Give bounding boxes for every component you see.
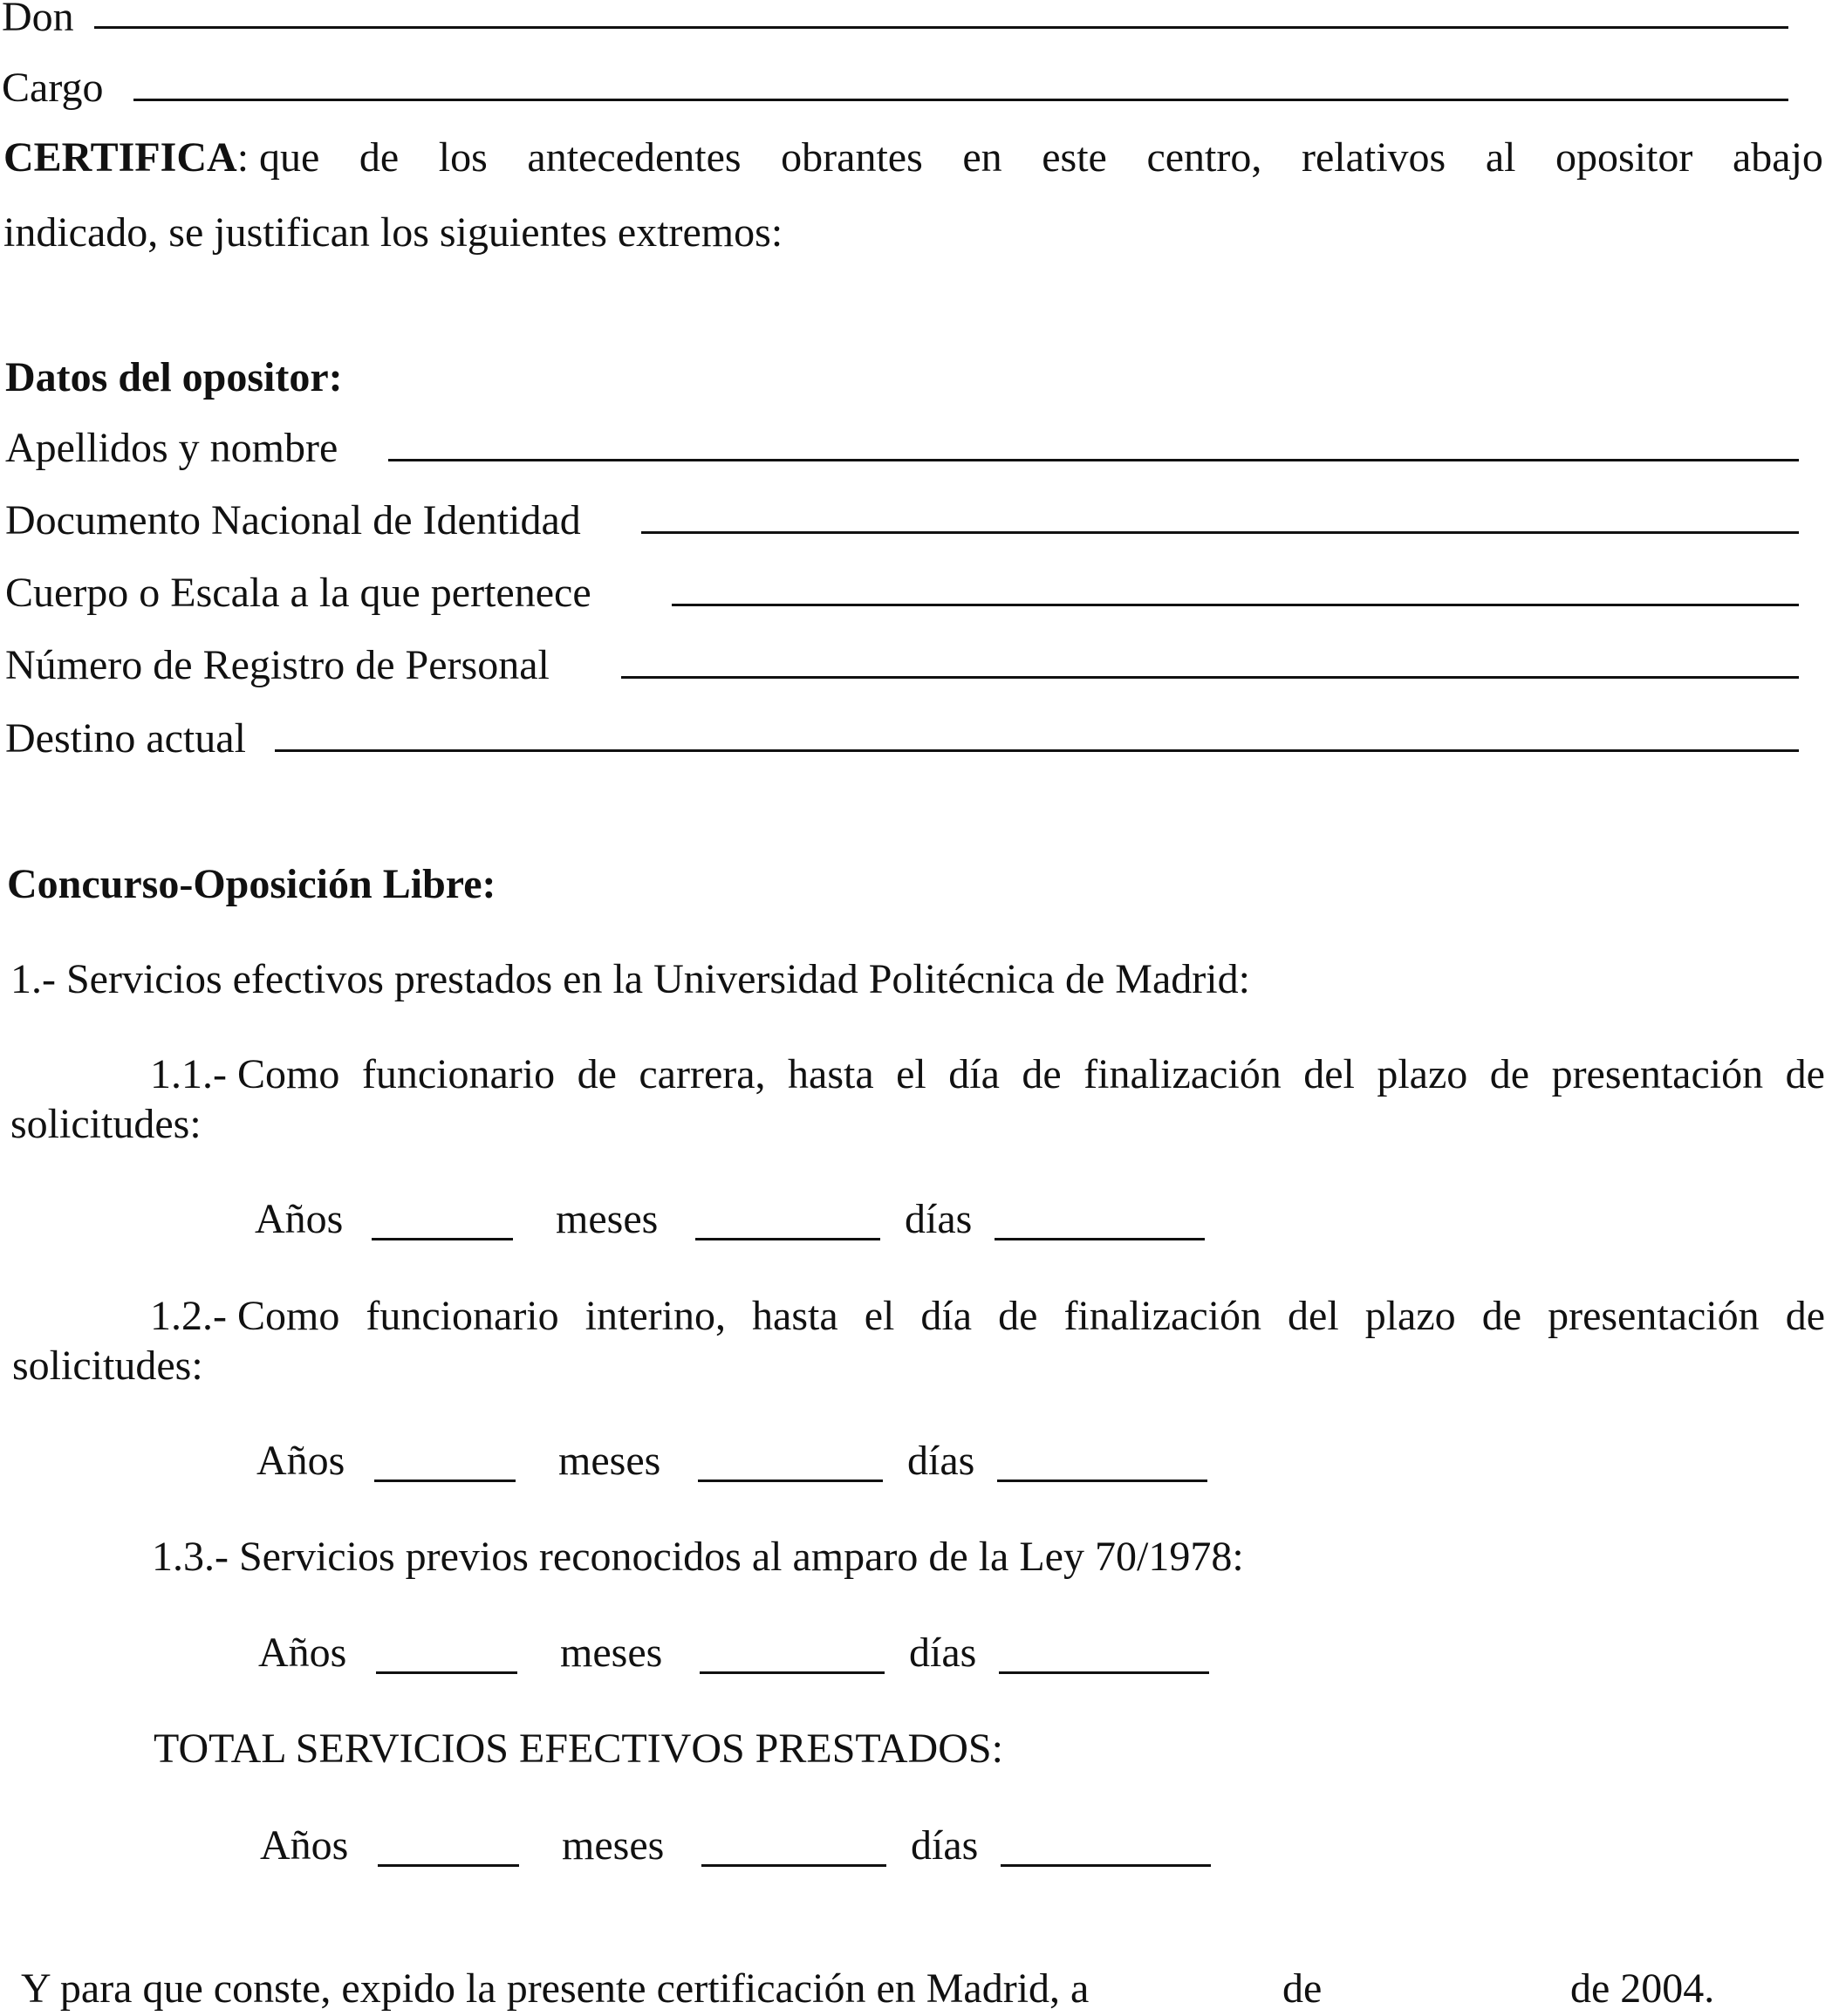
item-1-2-cont: solicitudes: bbox=[12, 1343, 203, 1389]
cuerpo-label: Cuerpo o Escala a la que pertenece bbox=[5, 570, 591, 616]
item-1-2-word: de bbox=[998, 1293, 1038, 1339]
item-1-1-word: hasta bbox=[788, 1051, 874, 1097]
don-label: Don bbox=[2, 0, 74, 40]
certifica-line-1 bbox=[3, 134, 1823, 181]
certifica-keyword: CERTIFICA bbox=[3, 134, 237, 181]
certifica-word: relativos bbox=[1301, 134, 1446, 181]
item-1-1-line bbox=[150, 1051, 1825, 1097]
item-1-2-word: de bbox=[1481, 1293, 1522, 1339]
days-field-total[interactable] bbox=[1001, 1864, 1211, 1867]
certifica-line-2: indicado, se justifican los siguientes extremos: bbox=[3, 209, 783, 256]
months-label: meses bbox=[560, 1630, 663, 1676]
months-field-total[interactable] bbox=[701, 1864, 886, 1867]
days-field-1-3[interactable] bbox=[999, 1671, 1209, 1674]
years-label: Años bbox=[255, 1196, 344, 1242]
don-field[interactable] bbox=[94, 26, 1788, 29]
item-1-2-word: el bbox=[864, 1293, 895, 1339]
item-1-1-cont: solicitudes: bbox=[10, 1101, 202, 1147]
item-1-2-word: del bbox=[1288, 1293, 1339, 1339]
days-field-1-1[interactable] bbox=[995, 1238, 1205, 1240]
item-1-2-word: interino, bbox=[584, 1293, 726, 1339]
apellidos-field[interactable] bbox=[388, 459, 1799, 461]
registro-field[interactable] bbox=[621, 676, 1799, 679]
months-field-1-3[interactable] bbox=[700, 1671, 885, 1674]
months-field-1-1[interactable] bbox=[695, 1238, 880, 1240]
item-1-2-word: presentación bbox=[1548, 1293, 1760, 1339]
destino-field[interactable] bbox=[275, 749, 1799, 752]
certifica-word: abajo bbox=[1732, 134, 1823, 181]
item-1-3: 1.3.- Servicios previos reconocidos al amparo de la Ley 70/1978: bbox=[152, 1534, 1244, 1580]
certifica-word: centro, bbox=[1146, 134, 1262, 181]
concurso-heading: Concurso-Oposición Libre: bbox=[7, 861, 496, 907]
cuerpo-field[interactable] bbox=[672, 604, 1799, 606]
item-1-2-word: finalización bbox=[1063, 1293, 1261, 1339]
destino-label: Destino actual bbox=[5, 715, 246, 762]
certifica-word: al bbox=[1485, 134, 1516, 181]
years-label: Años bbox=[260, 1822, 349, 1869]
months-label: meses bbox=[562, 1822, 665, 1869]
item-1-2-word: día bbox=[920, 1293, 973, 1339]
months-field-1-2[interactable] bbox=[698, 1480, 883, 1482]
item-1-1-word: de bbox=[577, 1051, 617, 1097]
item-1-1-word: del bbox=[1303, 1051, 1355, 1097]
total-heading: TOTAL SERVICIOS EFECTIVOS PRESTADOS: bbox=[154, 1726, 1003, 1772]
footer-de-1: de bbox=[1282, 1965, 1323, 2012]
certifica-word: opositor bbox=[1555, 134, 1693, 181]
dni-field[interactable] bbox=[641, 531, 1799, 534]
item-1-2-line bbox=[150, 1295, 1825, 1337]
item-1-2-word: de bbox=[1785, 1293, 1825, 1339]
datos-heading: Datos del opositor: bbox=[5, 354, 343, 400]
item-1-1-word: de bbox=[1785, 1051, 1825, 1097]
days-field-1-2[interactable] bbox=[997, 1480, 1207, 1482]
years-label: Años bbox=[258, 1630, 347, 1676]
certifica-word: obrantes bbox=[781, 134, 923, 181]
item-1-2-word: plazo bbox=[1364, 1293, 1456, 1339]
days-label: días bbox=[911, 1822, 979, 1869]
certifica-word: antecedentes bbox=[527, 134, 742, 181]
item-1-1-word: plazo bbox=[1377, 1051, 1468, 1097]
cargo-label: Cargo bbox=[2, 65, 104, 111]
years-field-1-2[interactable] bbox=[374, 1480, 516, 1482]
years-field-1-1[interactable] bbox=[372, 1238, 513, 1240]
item-1-2-word: hasta bbox=[752, 1293, 838, 1339]
item-1-2-word: 1.2.- Como bbox=[150, 1293, 340, 1339]
apellidos-label: Apellidos y nombre bbox=[5, 425, 338, 471]
dni-label: Documento Nacional de Identidad bbox=[5, 497, 581, 543]
item-1: 1.- Servicios efectivos prestados en la Universidad Politécnica de Madrid: bbox=[10, 956, 1250, 1002]
certifica-word: los bbox=[438, 134, 488, 181]
item-1-1-word: día bbox=[948, 1051, 1000, 1097]
item-1-1-word: de bbox=[1489, 1051, 1530, 1097]
years-field-1-3[interactable] bbox=[376, 1671, 517, 1674]
item-1-1-word: el bbox=[896, 1051, 926, 1097]
years-field-total[interactable] bbox=[378, 1864, 519, 1867]
item-1-1-word: carrera, bbox=[639, 1051, 766, 1097]
item-1-1-word: de bbox=[1022, 1051, 1062, 1097]
item-1-2-word: funcionario bbox=[366, 1293, 559, 1339]
days-label: días bbox=[905, 1196, 973, 1242]
item-1-1-word: presentación bbox=[1551, 1051, 1764, 1097]
cargo-field[interactable] bbox=[133, 99, 1788, 101]
days-label: días bbox=[907, 1438, 975, 1484]
certifica-word: de bbox=[359, 134, 400, 181]
item-1-1-word: 1.1.- Como bbox=[150, 1051, 340, 1097]
years-label: Años bbox=[256, 1438, 345, 1484]
months-label: meses bbox=[556, 1196, 659, 1242]
item-1-1-word: funcionario bbox=[361, 1051, 556, 1097]
registro-label: Número de Registro de Personal bbox=[5, 642, 550, 688]
certifica-word: en bbox=[962, 134, 1002, 181]
certifica-word: CERTIFICA: que bbox=[3, 134, 320, 181]
item-1-1-word: finalización bbox=[1083, 1051, 1282, 1097]
certifica-word: este bbox=[1042, 134, 1107, 181]
months-label: meses bbox=[558, 1438, 661, 1484]
days-label: días bbox=[909, 1630, 977, 1676]
footer-text: Y para que conste, expido la presente certificación en Madrid, a bbox=[21, 1965, 1090, 2012]
footer-de-year: de 2004. bbox=[1570, 1965, 1715, 2012]
